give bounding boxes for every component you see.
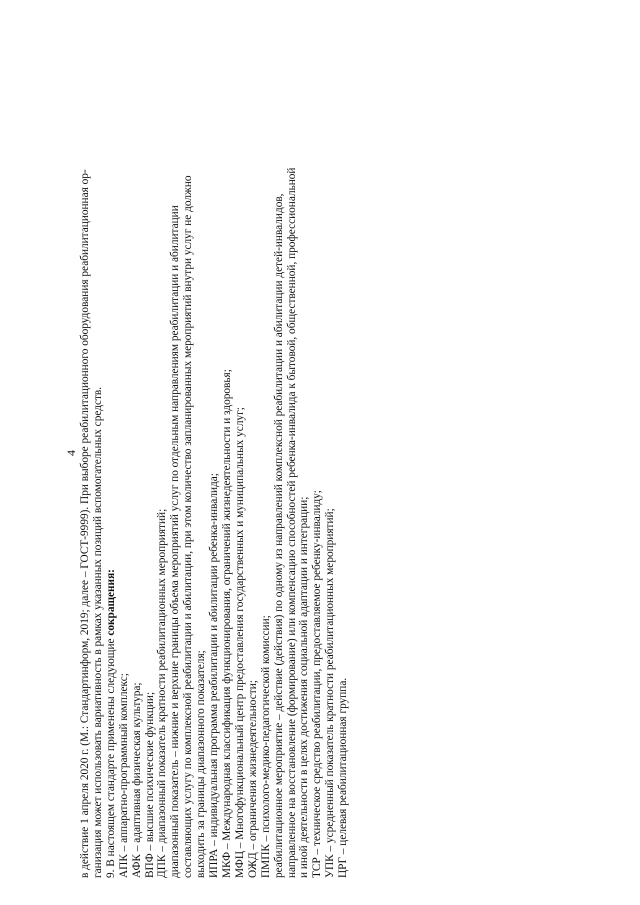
abbreviation-entry: АФК – адаптивная физическая культура;: [130, 682, 143, 878]
definition-entry: и иной деятельности в целях достижения социальной адаптации и интеграции;: [298, 496, 311, 878]
rotated-page-content: [64, 28, 364, 878]
abbreviation-entry: УПК – усредненный показатель кратности реабилитационных мероприятий;: [324, 508, 337, 878]
abbreviations-intro: 9. В настоящем стандарте применены следующие: [104, 635, 117, 878]
text-line-abbreviations-heading: [105, 28, 118, 878]
abbreviation-entry: ОЖД – ограничения жизнедеятельности;: [246, 680, 259, 878]
definition-entry: реабилитационное мероприятие – действие (действия) по одному из направлений комплексной реабилитации и абилитации детей-инвалидов,: [272, 193, 285, 878]
abbreviation-entry: МФЦ – Многофункциональный центр предоставления государственных и муниципальных услуг;: [233, 407, 246, 878]
text-line: ганизация может использовать вариативность в рамках указанных позиций вспомогательных средств.: [91, 386, 104, 878]
page-number: 4: [64, 450, 78, 456]
abbreviation-entry: ТСР – техническое средство реабилитации, предоставляемое ребенку-инвалиду;: [311, 490, 324, 878]
definition-entry: направленное на восстановление (формирование) или компенсацию способностей ребенка-инвалида к бытовой, общественной, профессиональной: [285, 167, 298, 878]
abbreviation-entry: ВПФ – высшие психические функции;: [143, 691, 156, 878]
definition-entry: диапазонный показатель – нижние и верхние границы объема мероприятий услуг по отдельным направлениям реабилитации и абилитации: [169, 205, 182, 878]
abbreviation-entry: ИПРА – индивидуальная программа реабилитации и абилитации ребенка-инвалида;: [208, 473, 221, 878]
abbreviation-entry: МКФ – Международная классификация функционирования, ограничений жизнедеятельности и здоровья;: [220, 369, 233, 878]
abbreviations-heading: сокращения:: [104, 569, 117, 636]
body-text: [79, 28, 350, 878]
abbreviation-entry: АПК – аппаратно-программный комплекс;: [117, 673, 130, 878]
abbreviation-entry: ДПК – диапазонный показатель кратности реабилитационных мероприятий;: [156, 508, 169, 878]
abbreviation-entry: ЦРГ – целевая реабилитационная группа.: [337, 677, 350, 878]
definition-entry: составляющих услугу по комплексной реабилитации и абилитации, при этом количество запланированных мероприятий внутри услуг не должно: [182, 175, 195, 878]
definition-entry: выходить за границы диапазонного показателя;: [195, 650, 208, 878]
text-line: в действие 1 апреля 2020 г. (М.: Стандартинформ, 2019; далее – ГОСТ-9999). При выборе реабилитационного оборудования реабилитационная ор-: [79, 169, 91, 878]
abbreviation-entry: ПМПК – психолого-медико-педагогической комиссии;: [259, 615, 272, 878]
